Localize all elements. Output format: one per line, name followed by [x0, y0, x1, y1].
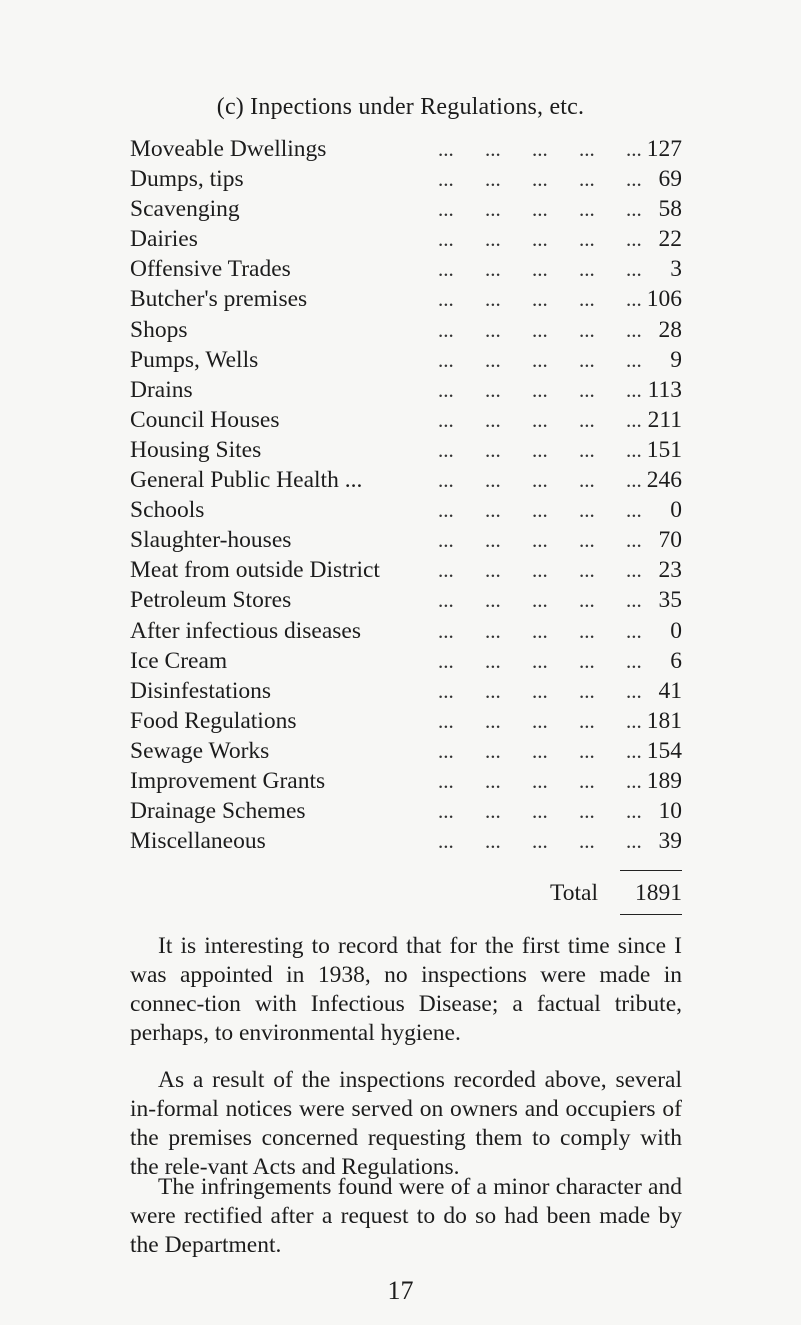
- item-label: Schools: [130, 497, 205, 524]
- item-count: 70: [658, 527, 682, 554]
- list-item: [130, 796, 682, 826]
- leader-dots: ... ... ... ... ...: [438, 407, 642, 432]
- item-label: Shops: [130, 316, 188, 343]
- leader-dots: ... ... ... ... ...: [438, 799, 642, 824]
- leader-dots: ... ... ... ... ...: [438, 558, 642, 583]
- leader-dots: ... ... ... ... ...: [438, 768, 642, 793]
- list-item: [130, 495, 682, 525]
- item-count: 181: [646, 707, 682, 734]
- item-label: Meat from outside District: [130, 557, 380, 584]
- item-count: 9: [670, 346, 682, 373]
- item-count: 10: [658, 798, 682, 825]
- list-item: [130, 435, 682, 465]
- item-label: General Public Health ...: [130, 467, 363, 494]
- leader-dots: ... ... ... ... ...: [438, 708, 642, 733]
- list-item: [130, 616, 682, 646]
- item-count: 127: [646, 136, 682, 162]
- item-label: Butcher's premises: [130, 286, 308, 313]
- list-item: [130, 224, 682, 254]
- list-item: [130, 646, 682, 676]
- total-value: 1891: [635, 880, 682, 906]
- paragraph: The infringements found were of a minor character and were rectified after a request to do so had been made by the Department.: [130, 1174, 682, 1258]
- leader-dots: ... ... ... ... ...: [438, 137, 642, 161]
- leader-dots: ... ... ... ... ...: [438, 528, 642, 553]
- leader-dots: ... ... ... ... ...: [438, 197, 642, 222]
- leader-dots: ... ... ... ... ...: [438, 227, 642, 252]
- leader-dots: ... ... ... ... ...: [438, 738, 642, 763]
- list-item: [130, 766, 682, 796]
- item-label: Scavenging: [130, 196, 240, 223]
- item-count: 211: [647, 406, 682, 433]
- leader-dots: ... ... ... ... ...: [438, 347, 642, 372]
- item-label: Petroleum Stores: [130, 587, 292, 614]
- total-label: Total: [550, 880, 598, 906]
- item-label: Drainage Schemes: [130, 798, 306, 825]
- list-item: [130, 345, 682, 375]
- list-item: [130, 194, 682, 224]
- list-item: [130, 315, 682, 345]
- list-item: [130, 164, 682, 194]
- item-label: Improvement Grants: [130, 767, 326, 794]
- leader-dots: ... ... ... ... ...: [438, 377, 642, 402]
- item-label: After infectious diseases: [130, 617, 362, 644]
- total-rule-bottom: [620, 914, 682, 915]
- item-label: Disinfestations: [130, 677, 271, 704]
- item-count: 23: [658, 557, 682, 584]
- list-item: [130, 525, 682, 555]
- item-count: 58: [658, 196, 682, 223]
- item-count: 154: [646, 737, 682, 764]
- item-count: 151: [646, 436, 682, 463]
- leader-dots: ... ... ... ... ...: [438, 167, 642, 192]
- page-number: 17: [387, 1276, 414, 1305]
- list-item: [130, 284, 682, 314]
- leader-dots: ... ... ... ... ...: [438, 829, 642, 854]
- list-item: [130, 134, 682, 164]
- list-item: [130, 375, 682, 405]
- item-label: Slaughter-houses: [130, 527, 292, 554]
- item-count: 22: [658, 226, 682, 253]
- item-count: 28: [658, 316, 682, 343]
- paragraph: It is interesting to record that for the first time since I was appointed in 1938, no inspections were made in connec-tion with Infectious Disease; a factual tribute, perhaps, to environmental hygiene.: [130, 933, 682, 1046]
- list-item: [130, 254, 682, 284]
- item-count: 0: [670, 497, 682, 524]
- item-count: 39: [658, 828, 682, 855]
- inspection-list: [130, 134, 682, 856]
- item-count: 246: [646, 467, 682, 494]
- list-item: [130, 555, 682, 585]
- item-label: Drains: [130, 376, 193, 403]
- paragraph: As a result of the inspections recorded above, several in-formal notices were served on owners and occupiers of the premises concerned requesting them to comply with the rele-vant Acts and Regulations.: [130, 1067, 682, 1180]
- item-count: 41: [658, 677, 682, 704]
- item-count: 113: [647, 376, 682, 403]
- item-label: Ice Cream: [130, 647, 228, 674]
- item-count: 189: [646, 767, 682, 794]
- item-count: 0: [670, 617, 682, 644]
- section-heading: (c) Inpections under Regulations, etc.: [216, 94, 585, 120]
- list-item: [130, 465, 682, 495]
- leader-dots: ... ... ... ... ...: [438, 648, 642, 673]
- leader-dots: ... ... ... ... ...: [438, 678, 642, 703]
- item-label: Sewage Works: [130, 737, 270, 764]
- item-count: 35: [658, 587, 682, 614]
- list-item: [130, 676, 682, 706]
- item-count: 6: [670, 647, 682, 674]
- leader-dots: ... ... ... ... ...: [438, 498, 642, 523]
- item-count: 69: [658, 166, 682, 193]
- item-count: 106: [646, 286, 682, 313]
- item-label: Food Regulations: [130, 707, 297, 734]
- leader-dots: ... ... ... ... ...: [438, 317, 642, 342]
- item-count: 3: [670, 256, 682, 283]
- item-label: Dairies: [130, 226, 198, 253]
- item-label: Council Houses: [130, 406, 280, 433]
- total-rule-top: [620, 870, 682, 871]
- list-item: [130, 706, 682, 736]
- leader-dots: ... ... ... ... ...: [438, 287, 642, 312]
- leader-dots: ... ... ... ... ...: [438, 618, 642, 643]
- item-label: Dumps, tips: [130, 166, 244, 193]
- list-item: [130, 736, 682, 766]
- item-label: Pumps, Wells: [130, 346, 259, 373]
- list-item: [130, 405, 682, 435]
- list-item: [130, 585, 682, 615]
- item-label: Miscellaneous: [130, 828, 266, 855]
- leader-dots: ... ... ... ... ...: [438, 257, 642, 282]
- leader-dots: ... ... ... ... ...: [438, 468, 642, 493]
- item-label: Offensive Trades: [130, 256, 291, 283]
- leader-dots: ... ... ... ... ...: [438, 588, 642, 613]
- list-item: [130, 826, 682, 856]
- total-row: [130, 878, 682, 908]
- item-label: Housing Sites: [130, 436, 262, 463]
- leader-dots: ... ... ... ... ...: [438, 437, 642, 462]
- item-label: Moveable Dwellings: [130, 136, 327, 162]
